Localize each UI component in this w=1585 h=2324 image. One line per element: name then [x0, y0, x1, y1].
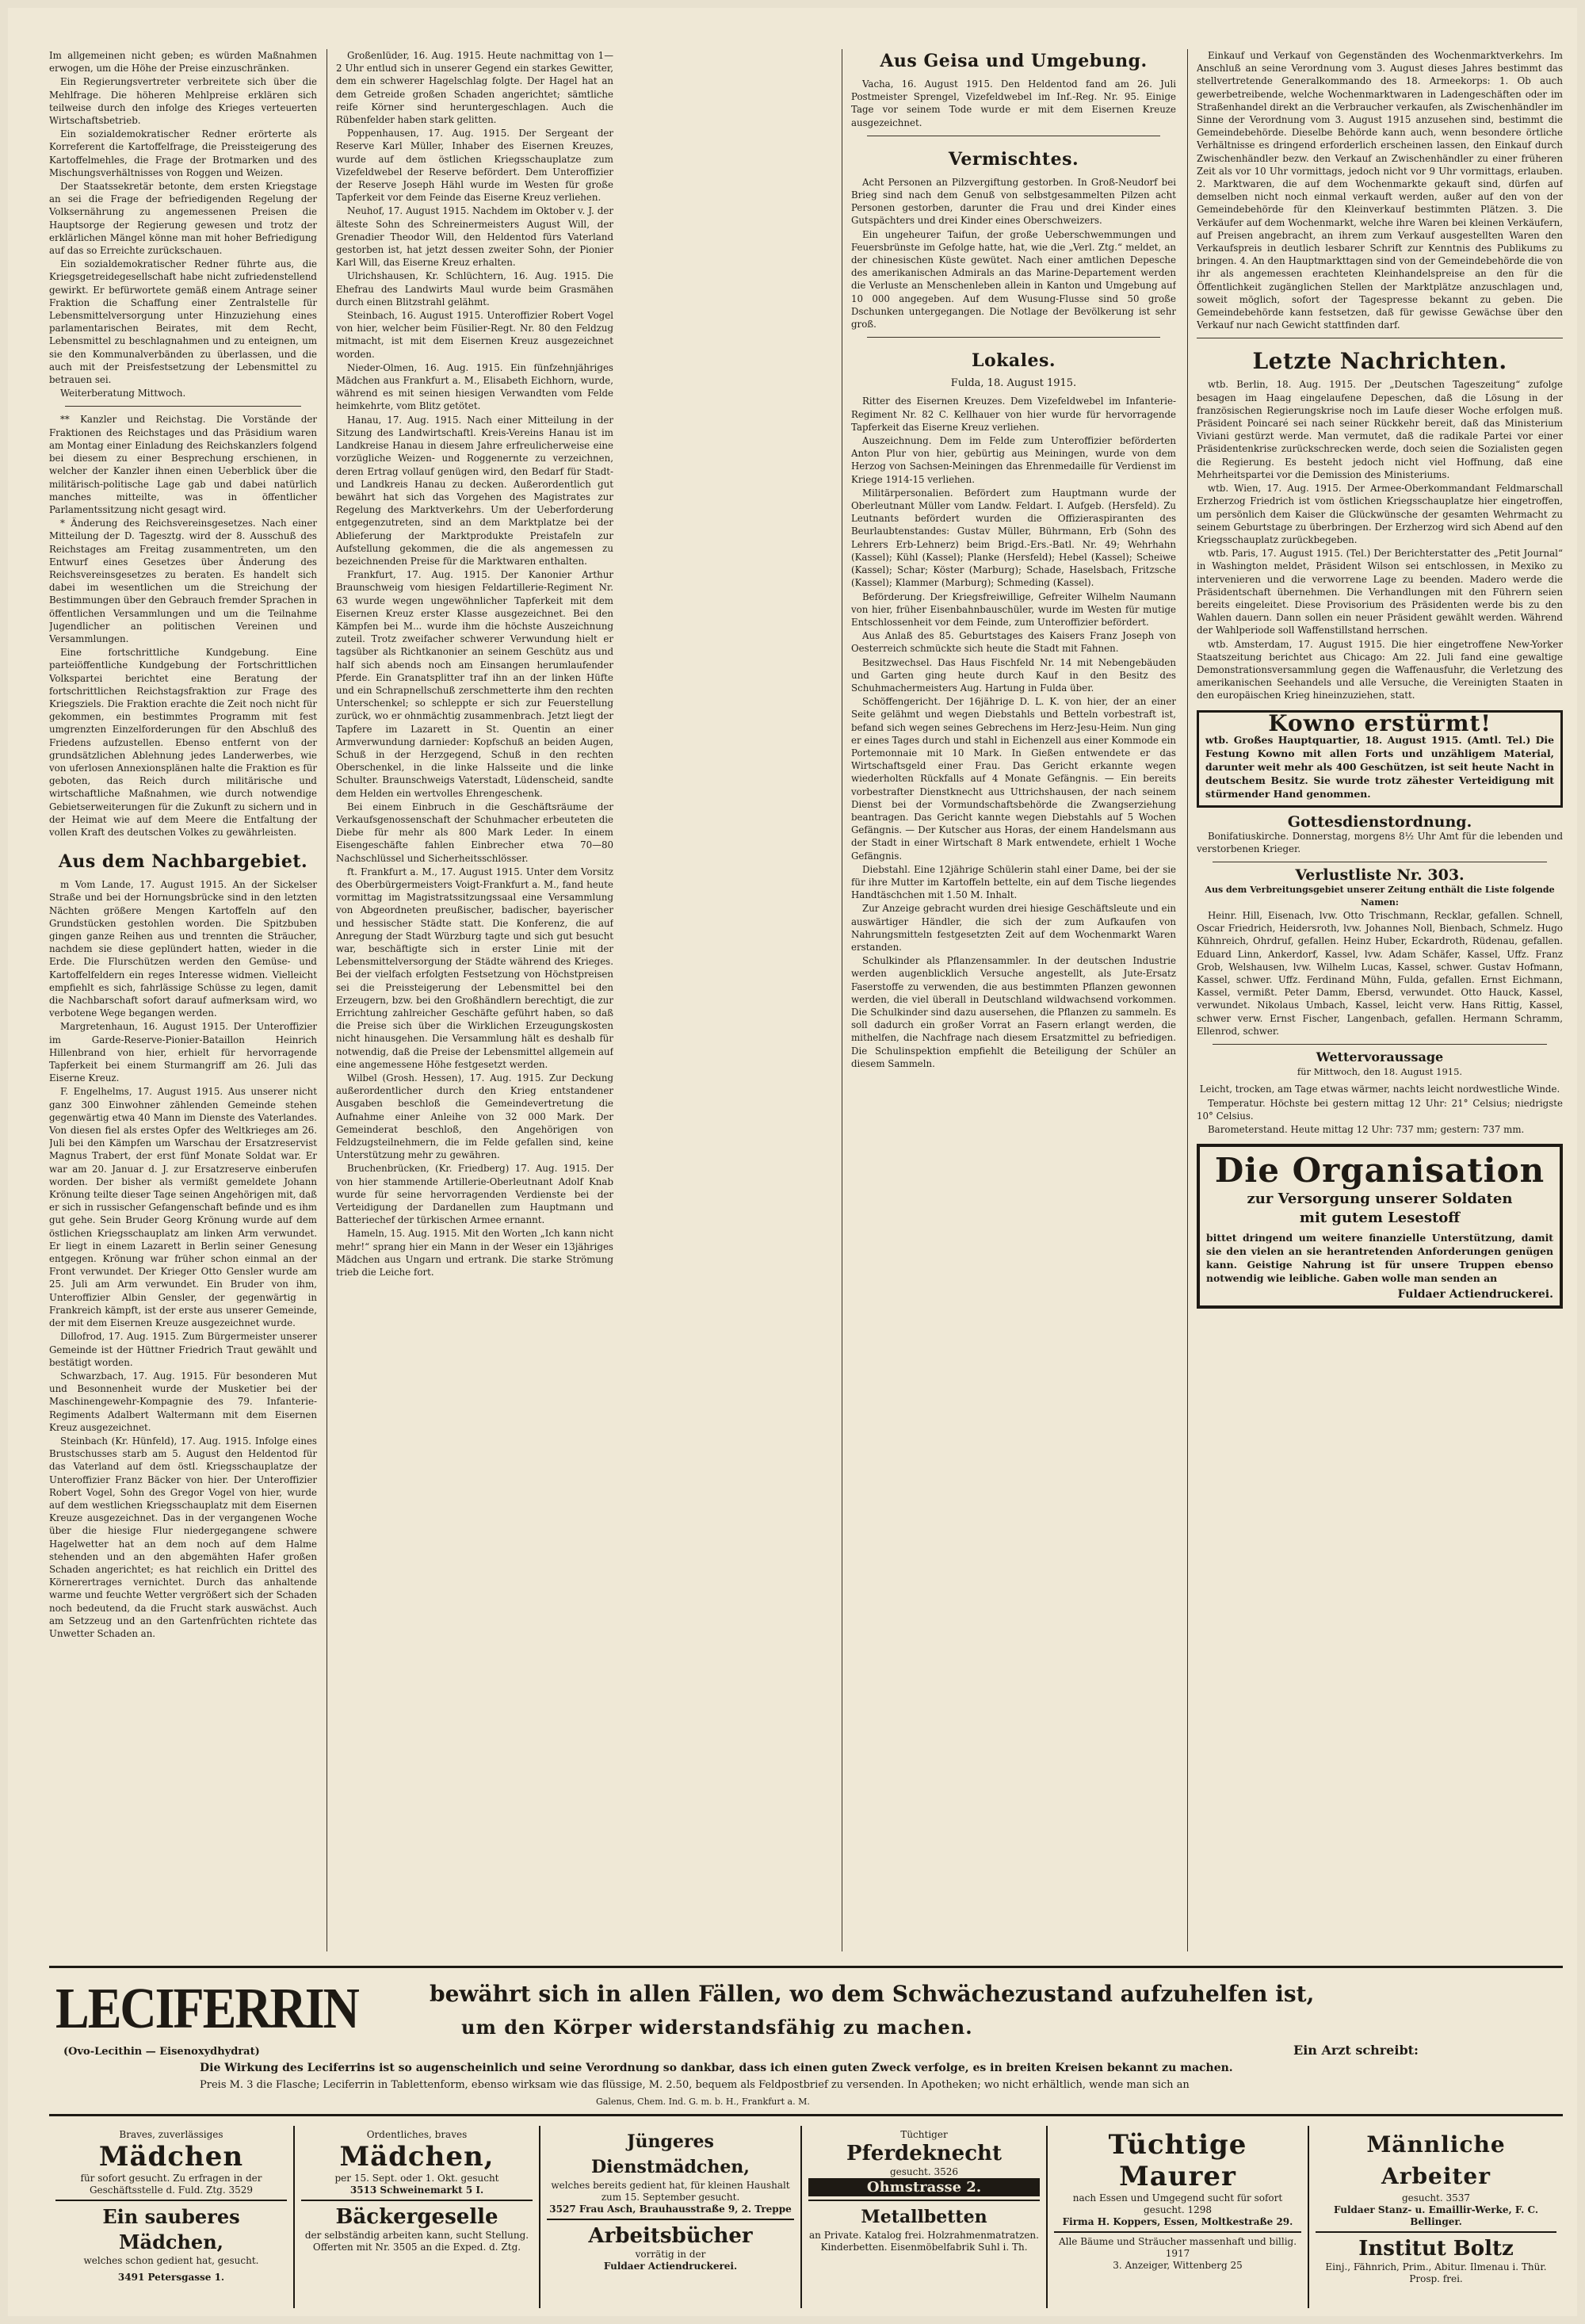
paragraph: Ein sozialdemokratischer Redner erörterte als Korreferent die Kartoffelfrage, die Preissteigerung des Kartoffelmehles, die Frage der Brotmarken und des Mischungsverhältnisses von Roggen und Weizen.: [49, 128, 317, 178]
ad-dienstmaedchen: [540, 2126, 802, 2308]
newspaper-page: [8, 8, 1577, 2316]
ad-text: Tüchtiger: [900, 2129, 948, 2140]
ad-line: Die Wirkung des Leciferrins ist so augenscheinlich und seine Verordnung so dankbar, dass ich einen guten Zweck verfolge, es in breiten Kreisen bekannt zu machen.: [200, 2062, 1233, 2074]
organisation-box: [1197, 1144, 1563, 1309]
organisation-text: bittet dringend um weitere finanzielle Unterstützung, damit sie den vielen an sie herantretenden Anforderungen genügen kann. Geistige Nahrung ist für unsere Truppen ebenso notwendig wie leibliche. Gaben wolle man senden an: [1206, 1232, 1553, 1285]
column-3: [851, 49, 1176, 1951]
ad-text: 3491 Petersgasse 1.: [117, 2272, 225, 2283]
organisation-subtitle: mit gutem Lesestoff: [1299, 1210, 1461, 1227]
ad-text: der selbständig arbeiten kann, sucht Stellung. Offerten mit Nr. 3505 an die Exped. d. Ztg.: [304, 2230, 529, 2253]
divider: [301, 2200, 533, 2201]
paragraph: wtb. Paris, 17. August 1915. (Tel.) Der Berichterstatter des „Petit Journal“ in Washington meldet, Präsident Wilson sei entschlossen, in Mexiko zu intervenieren und die verworrene Lage zu beenden. Madero werde die Präsidentschaft übernehmen. Die Verhandlungen mit den Führern seien bereits eingeleitet. Diese Provisorium des Präsidenten werde bis zu den Wahlen dauern. Dann sollen ein neuer Präsident gewählt werden. Während der Wahlperiode soll Waffenstillstand herrschen.: [1197, 548, 1563, 636]
divider: [55, 2200, 287, 2201]
verlustliste-subtitle: Aus dem Verbreitungsgebiet unserer Zeitung enthält die Liste folgende Namen:: [1205, 884, 1555, 908]
paragraph: Bonifatiuskirche. Donnerstag, morgens 8½ Uhr Amt für die lebenden und verstorbenen Krieger.: [1197, 830, 1563, 855]
paragraph: * Änderung des Reichsvereinsgesetzes. Nach einer Mitteilung der D. Tagesztg. wird der 8. Ausschuß des Reichstages am Freitag zusammentreten, um den Entwurf eines Gesetzes über Änderung des Reichsvereinsgesetzes zu beraten. Es handelt sich dabei im wesentlichen um die Streichung der Bestimmungen über den Gebrauch fremder Sprachen in öffentlichen Versammlungen und um die Teilnahme Jugendlicher an politischen Vereinen und Versammlungen.: [49, 518, 317, 644]
divider: [1213, 1044, 1547, 1045]
column-rule: [1187, 49, 1188, 1951]
wetter-title: Wettervoraussage: [1316, 1049, 1444, 1065]
paragraph: ft. Frankfurt a. M., 17. August 1915. Unter dem Vorsitz des Oberbürgermeisters Voigt-Frankfurt a. M., fand heute vormittag im Magistratssitzungssaal eine Versammlung von Abgeordneten preußischer, badischer, bayerischer und hessischer Städte statt. Die Konferenz, die auf Anregung der Stadt Würzburg tagte und sich gut besucht war, beschäftigte sich in erster Linie mit der Lebensmittelversorgung der Städte während des Krieges. Bei der vielfach erfolgten Festsetzung von Höchstpreisen sei die Preissteigerung der Lebensmittel bei den Erzeugern, bzw. bei den Großhändlern berechtigt, die zur Errichtung zahlreicher Geschäfte geführt haben, so daß die Preise sich über die Wirklichen Erzeugungskosten nicht hinausgehen. Die Versammlung hält es deshalb für notwendig, daß die Preise der Lebensmittel allgemein auf eine angemessene Höhe festgesetzt werden.: [336, 866, 613, 1070]
ad-text: 3527 Frau Asch, Brauhausstraße 9, 2. Treppe: [549, 2204, 792, 2215]
ad-maedchen: [49, 2126, 295, 2308]
ad-text: Einj., Fähnrich, Prim., Abitur. Ilmenau i. Thür. Prosp. frei.: [1325, 2261, 1547, 2284]
ad-headline: Männliche Arbeiter: [1366, 2131, 1506, 2189]
column-1: [49, 49, 317, 1951]
section-heading: Letzte Nachrichten.: [1252, 348, 1507, 375]
ad-arbeiter: [1309, 2126, 1563, 2308]
paragraph: Zur Anzeige gebracht wurden drei hiesige Geschäftsleute und ein auswärtiger Händler, die sich der zum Aufkaufen von Nahrungsmitteln festgesetzten Zeit auf dem Wochenmarkt Waren erstanden.: [851, 903, 1176, 953]
paragraph: Schwarzbach, 17. Aug. 1915. Für besonderen Mut und Besonnenheit wurde der Musketier bei der Maschinengewehr-Kompagnie des 79. Infanterie-Regiments Adalbert Waltermann mit dem Eisernen Kreuz ausgezeichnet.: [49, 1370, 317, 1433]
divider: [547, 2219, 794, 2220]
divider: [1054, 2231, 1301, 2233]
column-2: [336, 49, 613, 1951]
ad-headline: Jüngeres Dienstmädchen,: [591, 2131, 750, 2177]
paragraph: Diebstahl. Eine 12jährige Schülerin stahl einer Dame, bei der sie für ihre Mutter im Kartoffeln bettelte, ein auf dem Tische liegendes Handtäschchen mit 1.50 M. Inhalt.: [851, 863, 1176, 901]
ad-line: Galenus, Chem. Ind. G. m. b. H., Frankfurt a. M.: [596, 2097, 810, 2107]
classified-ads: [49, 2126, 1563, 2308]
ad-headline: Mädchen: [98, 2141, 244, 2173]
paragraph: Poppenhausen, 17. Aug. 1915. Der Sergeant der Reserve Karl Müller, Inhaber des Eisernen Kreuzes, wurde auf dem östlichen Kriegsschauplatze zum Vizefeldwebel der Reserve befördert. Dem Unteroffizier der Reserve Joseph Hähl wurde im Westen für große Tapferkeit vor dem Feinde das Eiserne Kreuz verliehen.: [336, 128, 613, 204]
paragraph: Heinr. Hill, Eisenach, lvw. Otto Trischmann, Recklar, gefallen. Schnell, Oscar Friedrich, Heidersroth, lvw. Johannes Noll, Bienbach, Schmelz. Hugo Kühnreich, Ohrdruf, gefallen. Heinz Huber, Eckardroth, Rüdenau, gefallen. Eduard Linn, Ankerdorf, Kassel, lvw. Adam Schäfer, Kassel, Uffz. Franz Grob, Welshausen, lvw. Wilhelm Lucas, Kassel, schwer. Gustav Hofmann, Kassel, schwer. Uffz. Ferdinand Mühn, Fulda, gefallen. Ernst Eichmann, Kassel, vermißt. Peter Damm, Ebersd, verwundet. Otto Hauck, Kassel, verwundet. Nikolaus Umbach, Kassel, leicht verw. Hans Rittig, Kassel, schwer verw. Ernst Fischer, Langenbach, gefallen. Hermann Schramm, Ellenrod, schwer.: [1197, 909, 1563, 1037]
section-heading: Aus dem Nachbargebiet.: [58, 851, 308, 873]
ad-text: Fuldaer Stanz- u. Emaillir-Werke, F. C. Bellinger.: [1333, 2204, 1539, 2227]
ad-text: welches schon gedient hat, gesucht.: [83, 2255, 259, 2266]
paragraph: Ulrichshausen, Kr. Schlüchtern, 16. Aug. 1915. Die Ehefrau des Landwirts Maul wurde beim Grasmähen durch einen Blitzstrahl gelähmt.: [336, 270, 613, 308]
ad-text: nach Essen und Umgegend sucht für sofort gesucht. 1298: [1072, 2192, 1283, 2215]
organisation-signature: Fuldaer Actiendruckerei.: [1397, 1288, 1553, 1302]
paragraph: ** Kanzler und Reichstag. Die Vorstände der Fraktionen des Reichstages und das Präsidium waren am Montag einer Einladung des Reichskanzlers folgend bei diesem zu einer Besprechung erschienen, in welcher der Kanzler ihnen einen Ueberblick über die militärisch-politische Lage gab und dabei natürlich manches mitteilte, was in öffentlicher Parlamentssitzung nicht gesagt wird.: [49, 414, 317, 515]
paragraph: Ein sozialdemokratischer Redner führte aus, die Kriegsgetreidegesellschaft habe nicht zufriedenstellend gewirkt. Er befürwortete gemäß einem Antrage seiner Fraktion die Schaffung einer Zentralstelle für Lebensmittelversorgung unter Hinzuziehung eines parlamentarischen Beirates, mit dem Recht, Lebensmittel zu beschlagnahmen und zu enteignen, um sie den Kommunalverbänden zu überlassen, und die auch mit der Preisfestsetzung der Lebensmittel zu betrauen sei.: [49, 258, 317, 386]
paragraph: Militärpersonalien. Befördert zum Hauptmann wurde der Oberleutnant Müller vom Landw. Feldart. I. Aufgeb. (Hersfeld). Zu Leutnants befördert wurden die Offizieraspiranten des Beurlaubtenstandes: Gustav Müller, Bührmann, Erb (Sohn des Lehrers Erb-Lehnerz) beim Brigd.-Ers.-Batl. Nr. 49; Wehrhahn (Kassel); Kühl (Kassel); Planke (Hersfeld); Hebel (Kassel); Scheiwe (Kassel); Schar; Köster (Marburg); Schade, Haselsbach, Fritzsche (Kassel); Klammer (Marburg); Schmeding (Kassel).: [851, 487, 1176, 589]
kowno-title: Kowno erstürmt!: [1268, 709, 1491, 736]
column-4: [1197, 49, 1563, 1951]
paragraph: Leicht, trocken, am Tage etwas wärmer, nachts leicht nordwestliche Winde.: [1199, 1084, 1560, 1095]
ad-maurer: [1048, 2126, 1309, 2308]
paragraph: Ein Regierungsvertreter verbreitete sich über die Mehlfrage. Die höheren Mehlpreise erklären sich teilweise durch den infolge des Krieges verteuerten Wirtschaftsbetrieb.: [49, 76, 317, 127]
paragraph: Steinbach, 16. August 1915. Unteroffizier Robert Vogel von hier, welcher beim Füsilier-Regt. Nr. 80 den Feldzug mitmacht, ist mit dem Eisernen Kreuz ausgezeichnet worden.: [336, 310, 613, 360]
paragraph: Temperatur. Höchste bei gestern mittag 12 Uhr: 21° Celsius; niedrigste 10° Celsius.: [1197, 1097, 1563, 1122]
ad-text: für sofort gesucht. Zu erfragen in der Geschäftsstelle d. Fuld. Ztg. 3529: [80, 2173, 262, 2196]
ad-line: bewährt sich in allen Fällen, wo dem Schwächezustand aufzuhelfen ist,: [430, 1981, 1315, 2007]
ad-line: um den Körper widerstandsfähig zu machen.: [461, 2016, 973, 2039]
ad-address: Ohmstrasse 2.: [808, 2178, 1040, 2196]
paragraph: Margretenhaun, 16. August 1915. Der Unteroffizier im Garde-Reserve-Pionier-Bataillon Heinrich Hillenbrand von hier, erhielt für hervorragende Tapferkeit bei einem Sturmangriff am 26. Juli das Eiserne Kreuz.: [49, 1021, 317, 1084]
ad-headline: Bäckergeselle: [335, 2205, 498, 2229]
ad-headline: Tüchtige Maurer: [1108, 2129, 1247, 2192]
paragraph: Bei einem Einbruch in die Geschäftsräume der Verkaufsgenossenschaft der Schuhmacher erbeuteten die Diebe für mehr als 800 Mark Leder. In einem Eisengeschäfte fahlen Einbrecher etwa 70—80 Nachschlüssel und Sicherheitsschlösser.: [336, 801, 613, 864]
ad-text: gesucht. 3526: [889, 2166, 959, 2177]
ad-text: 3. Anzeiger, Wittenberg 25: [1113, 2260, 1243, 2271]
paragraph: wtb. Amsterdam, 17. August 1915. Die hier eingetroffene New-Yorker Staatszeitung berichtet aus Chicago: Am 22. Juli fand eine gewaltige Demonstrationsversammlung gegen die Waffenausfuhr, die Verletzung des amerikanischen Seehandels und alle Versuche, die Vereinigten Staaten in den europäischen Krieg hineinzuziehen, statt.: [1197, 638, 1563, 701]
ad-text: Firma H. Koppers, Essen, Moltkestraße 29.: [1062, 2216, 1293, 2227]
ad-text: Alle Bäume und Sträucher massenhaft und billig. 1917: [1058, 2236, 1297, 2259]
paragraph: Steinbach (Kr. Hünfeld), 17. Aug. 1915. Infolge eines Brustschusses starb am 5. August den Heldentod für das Vaterland auf dem östl. Kriegsschauplatze der Unteroffizier Franz Bäcker von hier. Der Unteroffizier Robert Vogel, Sohn des Gregor Vogel von hier, wurde auf dem westlichen Kriegsschauplatz mit dem Eisernen Kreuze ausgezeichnet. Das in der vergangenen Woche über die hiesige Flur niedergegangene schwere Hagelwetter hat an dem noch auf dem Halme stehenden und an den abgemähten Hafer großen Schaden angerichtet; es hat reichlich ein Drittel des Körnerertrages vernichtet. Durch das anhaltende warme und feuchte Wetter vergrößert sich der Schaden noch bedeutend, da die Frucht stark auswächst. Auch am Setzzeug und an den Gartenfrüchten richtete das Unwetter Schaden an.: [49, 1435, 317, 1639]
divider: [65, 406, 301, 407]
ad-text: 3513 Schweinemarkt 5 I.: [349, 2184, 484, 2196]
ad-headline: Arbeitsbücher: [588, 2224, 753, 2248]
divider: [808, 2200, 1040, 2201]
paragraph: Auszeichnung. Dem im Felde zum Unteroffizier beförderten Anton Plur von hier, gebürtig aus Meiningen, wurde von dem Herzog von Sachsen-Meiningen das Ehrenmedaille für Verdienst im Kriege 1914-15 verliehen.: [851, 435, 1176, 485]
paragraph: Beförderung. Der Kriegsfreiwillige, Gefreiter Wilhelm Naumann von hier, früher Eisenbahnbauschüler, wurde im Westen für mutige Entschlossenheit vor dem Feinde, zum Unteroffizier befördert.: [851, 591, 1176, 628]
ad-headline: Metallbetten: [861, 2207, 987, 2227]
paragraph: Einkauf und Verkauf von Gegenständen des Wochenmarktverkehrs. Im Anschluß an seine Verordnung vom 3. August dieses Jahres bestimmt das stellvertretende Generalkommando des 18. Armeekorps: 1. Ob auch gewerbetreibende, welche Wochenmarktwaren in Ladengeschäften oder im Straßenhandel direkt an die Verbraucher verkaufen, als Zwischenhändler im Sinne der Verordnung vom 3. August 1915 anzusehen sind, bestimmt die Gemeindebehörde. Dieselbe Behörde kann auch, wenn besondere örtliche Verhältnisse es dringend erforderlich erscheinen lassen, den Einkauf durch Zwischenhändler bezw. den Verkauf an Zwischenhändler zu einer früheren Zeit als vor 10 Uhr vormittags, jedoch nicht vor 9 Uhr vormittags, erlauben. 2. Marktwaren, die auf dem Wochenmarkte gekauft sind, dürfen auf demselben nicht noch einmal verkauft werden, außer auf den von der Gemeindebehörde für den Kleinverkauf bestimmten Plätzen. 3. Die Verkäufer auf dem Wochenmarkt, welche ihre Waren bei kleinen Verkäufern, auf Preisen angebracht, an ihrem zum Verkauf ausgestellten Waren den Verkaufspreis in deutlich lesbarer Schrift zur Kenntnis des Publikums zu bringen. 4. An den Hauptmarkttagen sind von der Gemeindebehörde die von ihr als angemessen erachteten Kleinhandelspreise an den für die Öffentlichkeit zugänglichen Stellen der Marktplätze anzuschlagen und, soweit möglich, sofort der Tagespresse bekannt zu geben. Die Gemeindebehörde kann festsetzen, daß für gewisse Gewächse über den Verkauf nur nach Gewicht stattfinden darf.: [1197, 50, 1563, 331]
ad-text: vorrätig in der: [635, 2249, 706, 2260]
ad-pferdeknecht: [802, 2126, 1048, 2308]
ad-text: an Private. Katalog frei. Holzrahmenmatratzen. Kinderbetten. Eisenmöbelfabrik Suhl i. Th.: [809, 2230, 1039, 2253]
section-heading: Lokales.: [971, 350, 1056, 372]
paragraph: Besitzwechsel. Das Haus Fischfeld Nr. 14 mit Nebengebäuden und Garten ging heute durch Kauf in den Besitz des Schuhmachermeisters Aug. Hartung in Fulda über.: [851, 656, 1176, 694]
ad-headline: Pferdeknecht: [846, 2142, 1002, 2165]
verlustliste-title: Verlustliste Nr. 303.: [1295, 866, 1465, 885]
paragraph: Neuhof, 17. August 1915. Nachdem im Oktober v. J. der älteste Sohn des Schreinermeisters August Will, der Grenadier Theodor Will, den Heldentod fürs Vaterland gestorben ist, hat jetzt dessen zweiter Sohn, der Pionier Karl Will, das Eiserne Kreuz erhalten.: [336, 205, 613, 269]
paragraph: Vacha, 16. August 1915. Den Heldentod fand am 26. Juli Postmeister Sprengel, Vizefeldwebel im Inf.-Reg. Nr. 95. Einige Tage vor seinem Tode wurde er mit dem Eisernen Kreuze ausgezeichnet.: [851, 78, 1176, 128]
ad-maedchen-2: [295, 2126, 540, 2308]
paragraph: Schöffengericht. Der 16jährige D. L. K. von hier, der an einer Seite gelähmt und wegen Diebstahls und Betteln vorbestraft ist, befand sich wegen seines Gebrechens im Herz-Jesu-Heim. Nun ging er eines Tages durch und stahl in Eichenzell aus einer Kommode ein Portemonnaie mit 10 Mark. In Gießen entwendete er das Wirtschaftsgeld einer Frau. Das Gericht erkannte wegen wiederholten Rückfalls auf 4 Monate Gefängnis. — Ein bereits vorbestrafter Dienstknecht aus Uttrichshausen, der nach seinem Dienst bei der Vormundschaftsbehörde die Zwangserziehung beantragen. Das Gericht kannte wegen Diebstahls auf 5 Wochen Gefängnis. — Der Kutscher aus Horas, der einem Handelsmann aus der Stadt in einer Wirtschaft 8 Mark entwendete, erhielt 1 Woche Gefängnis.: [851, 696, 1176, 862]
ad-headline: Mädchen,: [339, 2141, 495, 2173]
divider: [1316, 2231, 1556, 2233]
paragraph: Bruchenbrücken, (Kr. Friedberg) 17. Aug. 1915. Der von hier stammende Artillerie-Oberleutnant Adolf Knab wurde für seine hervorragenden Verdienste bei der Verteidigung der Dardanellen zum Hauptmann und Batteriechef der türkischen Armee ernannt.: [336, 1163, 613, 1226]
paragraph: Hameln, 15. Aug. 1915. Mit den Worten „Ich kann nicht mehr!“ sprang hier ein Mann in der Weser ein 13jähriges Mädchen aus Ungarn und ertrank. Die starke Strömung trieb die Leiche fort.: [336, 1228, 613, 1279]
paragraph: Aus Anlaß des 85. Geburtstages des Kaisers Franz Joseph von Oesterreich schmückte sich heute die Stadt mit Fahnen.: [851, 630, 1176, 655]
paragraph: wtb. Wien, 17. Aug. 1915. Der Armee-Oberkommandant Feldmarschall Erzherzog Friedrich ist vom östlichen Kriegsschauplatze hier eingetroffen, um persönlich dem Kaiser die Glückwünsche der gesamten Wehrmacht zu seinem Geburtstage zu überbringen. Der Erzherzog wird sich Abend auf den Kriegsschauplatz zurückbegeben.: [1197, 483, 1563, 545]
ad-text: Ordentliches, braves: [366, 2129, 468, 2140]
leciferrin-ad: [49, 1966, 1563, 2116]
paragraph: Barometerstand. Heute mittag 12 Uhr: 737 mm; gestern: 737 mm.: [1208, 1124, 1525, 1136]
leciferrin-logo: LECIFERRIN: [55, 1975, 358, 2041]
leciferrin-subtitle: (Ovo-Lecithin — Eisenoxydhydrat): [63, 2046, 260, 2058]
ad-text: Fuldaer Actiendruckerei.: [603, 2261, 738, 2272]
organisation-title: Die Organisation: [1214, 1151, 1545, 1191]
kowno-box: [1197, 710, 1563, 808]
paragraph: Nieder-Olmen, 16. Aug. 1915. Ein fünfzehnjähriges Mädchen aus Frankfurt a. M., Elisabeth Eichhorn, wurde, während es mit seinen hiesigen Verwandten vom Felde heimkehrte, vom Blitz getötet.: [336, 361, 613, 412]
section-heading: Vermischtes.: [948, 148, 1079, 170]
paragraph: Weiterberatung Mittwoch.: [60, 388, 186, 399]
paragraph: Wilbel (Grosh. Hessen), 17. Aug. 1915. Zur Deckung außerordentlicher durch den Krieg entstandener Ausgaben beschloß die Gemeindevertretung die Aufnahme einer Anleihe von 32 000 Mark. Der Gemeinderat beschloß, den Angehörigen von Feldzugsteilnehmern, die im Felde gefallen sind, keine Unterstützung mehr zu gewähren.: [336, 1072, 613, 1161]
ad-headline: Institut Boltz: [1358, 2237, 1514, 2261]
organisation-subtitle: zur Versorgung unserer Soldaten: [1247, 1191, 1513, 1208]
ad-line: Ein Arzt schreibt:: [1293, 2043, 1419, 2058]
paragraph: Acht Personen an Pilzvergiftung gestorben. In Groß-Neudorf bei Brieg sind nach dem Genuß von selbstgesammelten Pilzen acht Personen gestorben, darunter die Frau und drei Kinder eines Gutspächters und drei Kinder eines Oberschweizers.: [851, 176, 1176, 227]
paragraph: Dillofrod, 17. Aug. 1915. Zum Bürgermeister unserer Gemeinde ist der Hüttner Friedrich Traut gewählt und bestätigt worden.: [49, 1331, 317, 1368]
wetter-subtitle: für Mittwoch, den 18. August 1915.: [1297, 1066, 1463, 1078]
paragraph: Schulkinder als Pflanzensammler. In der deutschen Industrie werden augenblicklich Versuche angestellt, als Jute-Ersatz Faserstoffe zu verwenden, die aus bestimmten Pflanzen gewonnen werden, die viel überall in Deutschland wildwachsend vorkommen. Die Schulkinder sind dazu ausersehen, die Pflanzen zu sammeln. Es soll dadurch ein großer Vorrat an Fasern erlangt werden, die mithelfen, die Nachfrage nach diesem Ersatzmittel zu befriedigen. Die Schulinspektion empfiehlt die Beteiligung der Schüler an diesem Sammeln.: [851, 955, 1176, 1069]
paragraph: m Vom Lande, 17. August 1915. An der Sickelser Straße und bei der Hornungsbrücke sind in den letzten Nächten größere Mengen Kartoffeln auf den Grundstücken gestohlen worden. Die Spitzbuben gingen ganze Reihen aus und trennten die Sträucher, nachdem sie diese geplündert hatten, wieder in die Erde. Die Flurschützen werden den Gemüse- und Kartoffelfeldern ein reges Interesse widmen. Vielleicht empfiehlt es sich, fahrlässige Schüsse zu legen, damit die Nachbarschaft sofort darauf aufmerksam wird, wo verbotene Wege begangen werden.: [49, 879, 317, 1019]
ad-text: Braves, zuverlässiges: [119, 2129, 223, 2140]
kowno-text: wtb. Großes Hauptquartier, 18. August 1915. (Amtl. Tel.) Die Festung Kowno mit allen Forts und unzähligem Material, darunter weit mehr als 400 Geschützen, ist seit heute Nacht in deutschem Besitz. Sie wurde trotz zähester Verteidigung mit stürmender Hand genommen.: [1205, 733, 1554, 800]
paragraph: F. Engelhelms, 17. August 1915. Aus unserer nicht ganz 300 Einwohner zählenden Gemeinde stehen gegenwärtig etwa 40 Mann im Dienste des Vaterlandes. Von diesen fiel als erstes Opfer des Weltkrieges am 26. Juli bei den Kämpfen um Warschau der Ersatzreservist Magnus Trabert, der erst fünf Monate Soldat war. Er war am 20. Januar d. J. zur Ersatzreserve einberufen worden. Der bisher als vermißt gemeldete Johann Krönung teilte dieser Tage seinen Angehörigen mit, daß er sich in russischer Gefangenschaft befinde und es ihm gut gehe. Sein Bruder Georg Krönung wurde auf dem östlichen Kriegsschauplatz am linken Arm verwundet. Er liegt in einem Lazarett in Berlin seiner Genesung entgegen. Krönung war früher schon einmal an der Front verwundet. Der Krieger Otto Gensler wurde am 25. Juli am Arm verwundet. Ein Bruder von ihm, Unteroffizier Albin Gensler, der gegenwärtig in Frankreich kämpft, ist der erste aus unserer Gemeinde, der mit dem Eisernen Kreuze ausgezeichnet wurde.: [49, 1086, 317, 1329]
paragraph: Frankfurt, 17. Aug. 1915. Der Kanonier Arthur Braunschweig vom hiesigen Feldartillerie-Regiment Nr. 63 wurde wegen ungewöhnlicher Tapferkeit mit dem Eisernen Kreuz erster Klasse ausgezeichnet. Bei den Kämpfen bei M... wurde ihm die höchste Auszeichnung zuteil. Trotz zweifacher schwerer Verwundung hielt er tagsüber als Richtkanonier an seinem Geschütz aus und half sich abends noch am Einsangen herumlaufender Pferde. Ein Granatsplitter traf ihn an der linken Hüfte und ein Schrapnellschuß zerschmetterte ihm den rechten Unterschenkel; so schleppte er sich zur Feuerstellung zurück, wo er ohnmächtig zusammenbrach. Jetzt liegt der Tapfere im Lazarett in St. Quentin an einer Armverwundung darnieder: Kopfschuß an beiden Augen, Schuß in der Herzgegend, Schuß in den rechten Oberschenkel, in die linke Halsseite und die linke Schulter. Braunschweigs Vaterstadt, Lüdenscheid, sandte dem Helden ein wertvolles Ehrengeschenk.: [336, 569, 613, 799]
ad-text: per 15. Sept. oder 1. Okt. gesucht: [334, 2173, 499, 2184]
section-heading: Aus Geisa und Umgebung.: [880, 51, 1148, 71]
dateline: Fulda, 18. August 1915.: [950, 377, 1077, 390]
ad-headline: Ein sauberes Mädchen,: [102, 2205, 240, 2253]
paragraph: Der Staatssekretär betonte, dem ersten Kriegstage an sei die Frage der befriedigenden Regelung der Volksernährung zu angemessenen Preisen die Hauptsorge der Regierung gewesen und trotz der erklärlichen Mängel könne man mit hoher Befriedigung auf das so Erreichte zurückschauen.: [49, 181, 317, 257]
divider: [867, 337, 1160, 338]
paragraph: Eine fortschrittliche Kundgebung. Eine parteiöffentliche Kundgebung der Fortschrittlichen Volkspartei berichtet eine Beratung der fortschrittlichen Reichstagsfraktion zur Frage des Kriegsziels. Die Fraktion erachte die Zeit noch nicht für gekommen, ein bestimmtes Programm mit fest umgrenzten Einzelforderungen für den Abschluß des Friedens aufzustellen. Ebenso entfernt von der grundsätzlichen Ablehnung jedes Landerwerbes, wie von uferlosen Annexionsplänen halte die Fraktion es für geboten, das Reich durch militärische und wirtschaftliche Maßnahmen, wie durch notwendige Gebietserweiterungen für die Zukunft zu sichern und in der Heimat wie auf dem Meere die Entfaltung der vollen Kraft des deutschen Volkes zu gewährleisten.: [49, 647, 317, 838]
paragraph: Im allgemeinen nicht geben; es würden Maßnahmen erwogen, um die Höhe der Preise einzuschränken.: [49, 50, 317, 75]
ad-line: Preis M. 3 die Flasche; Leciferrin in Tablettenform, ebenso wirksam wie das flüssige, M. 2.50, bequem als Feldpostbrief zu versenden. In Apotheken; wo nicht erhältlich, wende man sich an: [200, 2079, 1190, 2091]
paragraph: Großenlüder, 16. Aug. 1915. Heute nachmittag von 1—2 Uhr entlud sich in unserer Gegend ein starkes Gewitter, dem ein schwerer Hagelschlag folgte. Der Hagel hat an dem Getreide großen Schaden angerichtet; sämtliche reife Körner sind heruntergeschlagen. Auch die Rübenfelder haben stark gelitten.: [336, 50, 613, 126]
paragraph: Ritter des Eisernen Kreuzes. Dem Vizefeldwebel im Infanterie-Regiment Nr. 82 C. Kellhauer von hier wurde für hervorragende Tapferkeit das Eiserne Kreuz verliehen.: [851, 396, 1176, 433]
paragraph: Ein ungeheurer Taifun, der große Ueberschwemmungen und Feuersbrünste im Gefolge hatte, hat, wie die „Verl. Ztg.“ meldet, an der chinesischen Küste gewütet. Nach einer amtlichen Depesche des amerikanischen Admirals an das Marine-Departement werden die Verluste an Menschenleben allein in Kanton und Umgebung auf 10 000 angegeben. Auf dem Wusung-Flusse sind 50 große Dschunken untergegangen. Die Notlage der Bevölkerung ist sehr groß.: [851, 228, 1176, 331]
gottesdienst-title: Gottesdienstordnung.: [1287, 812, 1472, 831]
ad-text: gesucht. 3537: [1401, 2192, 1471, 2204]
paragraph: Hanau, 17. Aug. 1915. Nach einer Mitteilung in der Sitzung des Landwirtschaftl. Kreis-Vereins Hanau ist im Landkreise Hanau in diesem Jahre erfreulicherweise eine vorzügliche Weizen- und Roggenernte zu verzeichnen, deren Ertrag vollauf genügen wird, den Bedarf für Stadt- und Landkreis Hanau zu decken. Außerordentlich gut bewährt hat sich das Vorgehen des Magistrates zur Regelung des Marktverkehrs. Um der Ueberforderung entgegenzutreten, sind an dem Marktplatze bei der Ablieferung der Marktprodukte Preistafeln zur Aufstellung gekommen, die die als angemessen zu bezeichnenden Preise für die Marktwaren enthalten.: [336, 414, 613, 567]
ad-text: welches bereits gedient hat, für kleinen Haushalt zum 15. September gesucht.: [551, 2180, 790, 2203]
paragraph: wtb. Berlin, 18. Aug. 1915. Der „Deutschen Tageszeitung“ zufolge besagen im Haag eingelaufene Depeschen, daß die Lösung in der französischen Regierungskrise noch im Laufe dieser Woche erfolgen muß. Präsident Poincaré sei nach seiner Rückkehr bereit, daß das Ministerium Viviani gestürzt werde. Man vermutet, daß die radikale Partei vor einer Präsidentenkrise zurückschrecken werde, doch seien die Sozialisten gegen die Regierung. Es besteht jedoch nicht viel Hoffnung, daß eine Mehrheitspartei vor die Demission des Ministeriums.: [1197, 379, 1563, 480]
article-columns: [49, 49, 1563, 1951]
